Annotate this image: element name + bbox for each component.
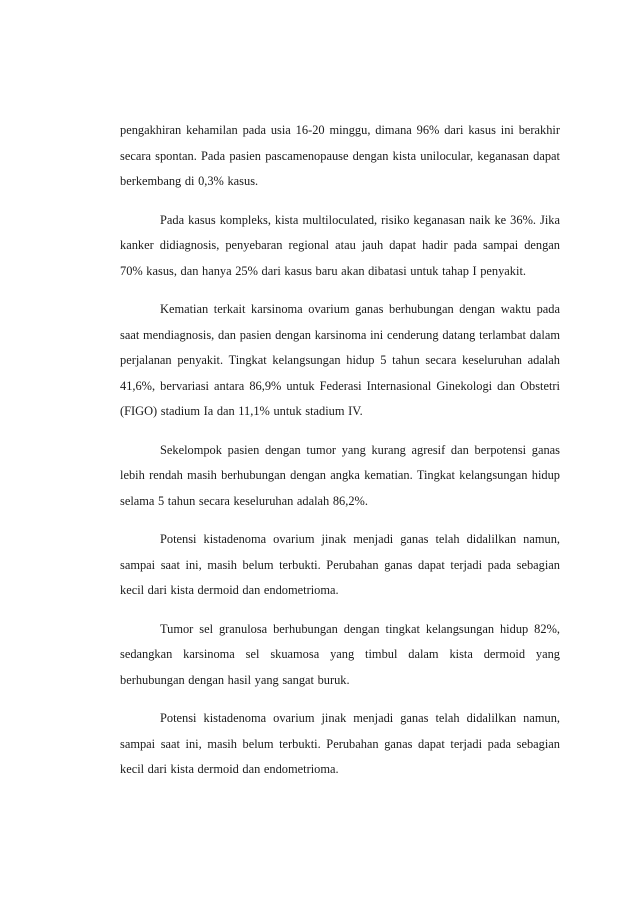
paragraph: Pada kasus kompleks, kista multiloculated, risiko keganasan naik ke 36%. Jika kanker didiagnosis, penyebaran regional atau jauh dapat hadir pada sampai dengan 70% kasus, dan hanya 25% dari kasus baru akan dibatasi untuk tahap I penyakit. — [120, 212, 560, 278]
paragraph-continuation: pengakhiran kehamilan pada usia 16-20 minggu, dimana 96% dari kasus ini berakhir secara spontan. Pada pasien pascamenopause dengan kista unilocular, keganasan dapat berkembang di 0,3% kasus. — [120, 123, 560, 188]
paragraph: Potensi kistadenoma ovarium jinak menjadi ganas telah didalilkan namun, sampai saat ini, masih belum terbukti. Perubahan ganas dapat terjadi pada sebagian kecil dari kista dermoid dan endometrioma. — [120, 711, 560, 776]
paragraph: Tumor sel granulosa berhubungan dengan tingkat kelangsungan hidup 82%, sedangkan karsinoma sel skuamosa yang timbul dalam kista dermoid yang berhubungan dengan hasil yang sangat buruk. — [120, 621, 560, 687]
paragraph: Potensi kistadenoma ovarium jinak menjadi ganas telah didalilkan namun, sampai saat ini, masih belum terbukti. Perubahan ganas dapat terjadi pada sebagian kecil dari kista dermoid dan endometrioma. — [120, 532, 560, 597]
paragraph: Sekelompok pasien dengan tumor yang kurang agresif dan berpotensi ganas lebih rendah masih berhubungan dengan angka kematian. Tingkat kelangsungan hidup selama 5 tahun secara keseluruhan adalah 86,2%. — [120, 442, 560, 508]
paragraph: Kematian terkait karsinoma ovarium ganas berhubungan dengan waktu pada saat mendiagnosis, dan pasien dengan karsinoma ini cenderung datang terlambat dalam perjalanan penyakit. Tingkat kelangsungan hidup 5 tahun secara keseluruhan adalah 41,6%, bervariasi antara 86,9% untuk Federasi Internasional Ginekologi dan Obstetri (FIGO) stadium Ia dan 11,1% untuk stadium IV. — [120, 302, 560, 418]
body-text — [120, 118, 560, 796]
